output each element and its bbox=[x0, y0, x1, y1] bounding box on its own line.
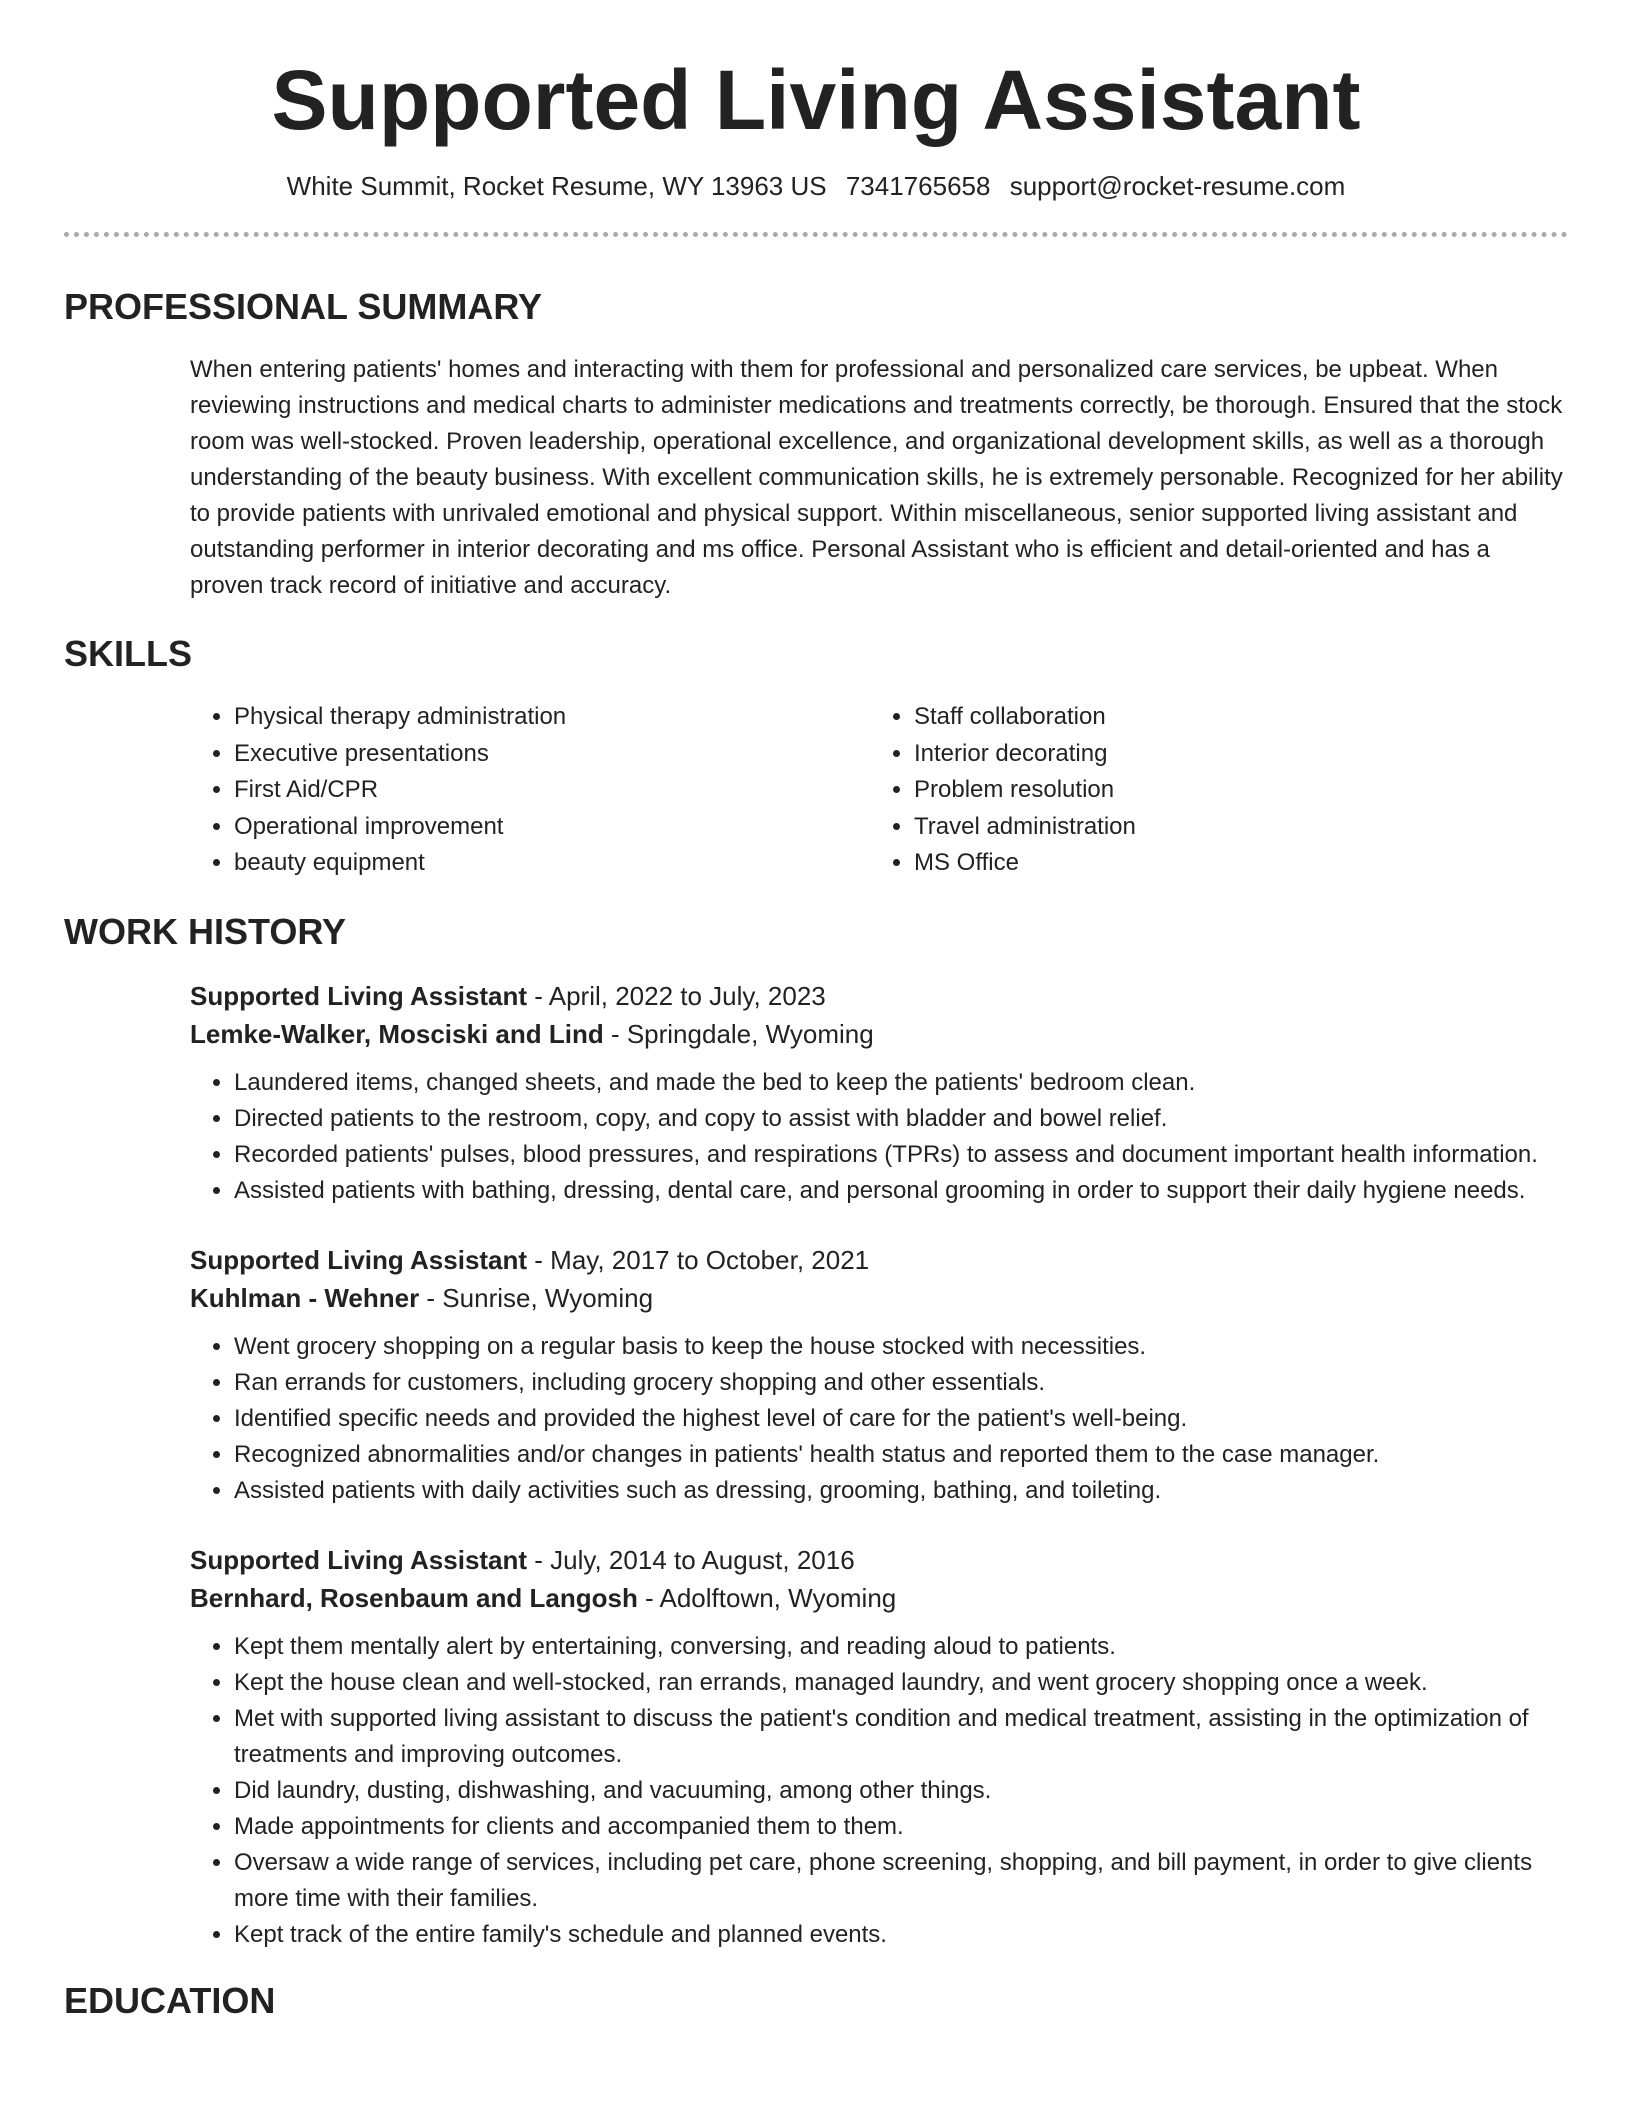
skills-list bbox=[190, 699, 1568, 882]
resume-header bbox=[0, 0, 1632, 202]
education-heading: EDUCATION bbox=[64, 1980, 276, 2022]
job-duty-item: • Assisted patients with bathing, dressing, dental care, and personal grooming in order to support their daily hygiene needs. bbox=[234, 1173, 1568, 1209]
job-company-line bbox=[190, 1579, 1568, 1617]
job-duty-item: • Did laundry, dusting, dishwashing, and vacuuming, among other things. bbox=[234, 1773, 1568, 1809]
job-location: - Sunrise, Wyoming bbox=[419, 1283, 654, 1314]
job-company: Bernhard, Rosenbaum and Langosh bbox=[190, 1583, 638, 1614]
job-company-line bbox=[190, 1279, 1568, 1317]
job-duties bbox=[190, 1065, 1568, 1209]
job-duty-item: • Ran errands for customers, including grocery shopping and other essentials. bbox=[234, 1365, 1568, 1401]
job-dates: - April, 2022 to July, 2023 bbox=[527, 981, 826, 1012]
job-duty-item: • Assisted patients with daily activities such as dressing, grooming, bathing, and toileting. bbox=[234, 1473, 1568, 1509]
skill-item: • MS Office bbox=[914, 845, 1550, 882]
job-role: Supported Living Assistant bbox=[190, 1545, 528, 1576]
skills-column-left bbox=[190, 699, 870, 882]
work-history-section bbox=[0, 910, 1632, 1953]
skill-item: • First Aid/CPR bbox=[234, 772, 870, 809]
job-company: Kuhlman - Wehner bbox=[190, 1283, 420, 1314]
job-duty-item: • Directed patients to the restroom, copy, and copy to assist with bladder and bowel relief. bbox=[234, 1101, 1568, 1137]
job-duties bbox=[190, 1329, 1568, 1509]
job-duty-item: • Recorded patients' pulses, blood pressures, and respirations (TPRs) to assess and document important health information. bbox=[234, 1137, 1568, 1173]
skills-column-right bbox=[870, 699, 1550, 882]
skills-section bbox=[0, 632, 1632, 882]
job-title-line bbox=[190, 977, 1568, 1015]
job-dates: - May, 2017 to October, 2021 bbox=[527, 1245, 870, 1276]
job-duty-item: • Laundered items, changed sheets, and made the bed to keep the patients' bedroom clean. bbox=[234, 1065, 1568, 1101]
job-entry bbox=[190, 1541, 1568, 1953]
skill-item: • Operational improvement bbox=[234, 809, 870, 846]
work-history-heading: WORK HISTORY bbox=[64, 910, 347, 952]
job-role: Supported Living Assistant bbox=[190, 1245, 528, 1276]
skill-item: • Executive presentations bbox=[234, 736, 870, 773]
skill-item: • Interior decorating bbox=[914, 736, 1550, 773]
job-duty-item: • Met with supported living assistant to discuss the patient's condition and medical treatment, assisting in the optimization of treatments and improving outcomes. bbox=[234, 1701, 1568, 1773]
job-entry bbox=[190, 977, 1568, 1209]
job-duties bbox=[190, 1629, 1568, 1953]
skill-item: • Problem resolution bbox=[914, 772, 1550, 809]
contact-phone: 7341765658 bbox=[845, 170, 991, 201]
contact-email: support@rocket-resume.com bbox=[1009, 170, 1346, 201]
skill-item: • Physical therapy administration bbox=[234, 699, 870, 736]
job-duty-item: • Identified specific needs and provided the highest level of care for the patient's well-being. bbox=[234, 1401, 1568, 1437]
job-location: - Adolftown, Wyoming bbox=[637, 1583, 897, 1614]
skills-heading: SKILLS bbox=[64, 633, 193, 675]
skill-item: • Staff collaboration bbox=[914, 699, 1550, 736]
job-duty-item: • Went grocery shopping on a regular basis to keep the house stocked with necessities. bbox=[234, 1329, 1568, 1365]
job-title-line bbox=[190, 1241, 1568, 1279]
job-duty-item: • Kept the house clean and well-stocked, ran errands, managed laundry, and went grocery shopping once a week. bbox=[234, 1665, 1568, 1701]
job-duty-item: • Kept them mentally alert by entertaining, conversing, and reading aloud to patients. bbox=[234, 1629, 1568, 1665]
job-duty-item: • Recognized abnormalities and/or changes in patients' health status and reported them to the case manager. bbox=[234, 1437, 1568, 1473]
summary-text: When entering patients' homes and interacting with them for professional and personalized care services, be upbeat. When reviewing instructions and medical charts to administer medications and treatments correctly, be thorough. Ensured that the stock room was well-stocked. Proven leadership, operational excellence, and organizational development skills, as well as a thorough understanding of the beauty business. With excellent communication skills, he is extremely personable. Recognized for her ability to provide patients with unrivaled emotional and physical support. Within miscellaneous, senior supported living assistant and outstanding performer in interior decorating and ms office. Personal Assistant who is efficient and detail-oriented and has a proven track record of initiative and accuracy. bbox=[190, 356, 1563, 600]
candidate-name: Supported Living Assistant bbox=[271, 53, 1361, 147]
header-divider bbox=[64, 232, 1568, 237]
job-entry bbox=[190, 1241, 1568, 1509]
skill-item: • Travel administration bbox=[914, 809, 1550, 846]
job-company-line bbox=[190, 1015, 1568, 1053]
contact-address: White Summit, Rocket Resume, WY 13963 US bbox=[286, 170, 827, 201]
contact-line bbox=[0, 171, 1632, 202]
job-location: - Springdale, Wyoming bbox=[603, 1019, 874, 1050]
summary-heading: PROFESSIONAL SUMMARY bbox=[64, 285, 543, 327]
job-duty-item: • Oversaw a wide range of services, including pet care, phone screening, shopping, and bill payment, in order to give clients more time with their families. bbox=[234, 1845, 1568, 1917]
job-duty-item: • Made appointments for clients and accompanied them to them. bbox=[234, 1809, 1568, 1845]
summary-section bbox=[0, 285, 1632, 604]
job-role: Supported Living Assistant bbox=[190, 981, 528, 1012]
job-company: Lemke-Walker, Mosciski and Lind bbox=[190, 1019, 604, 1050]
job-duty-item: • Kept track of the entire family's schedule and planned events. bbox=[234, 1917, 1568, 1953]
skill-item: • beauty equipment bbox=[234, 845, 870, 882]
job-dates: - July, 2014 to August, 2016 bbox=[527, 1545, 855, 1576]
job-title-line bbox=[190, 1541, 1568, 1579]
education-section bbox=[0, 1979, 1632, 2022]
